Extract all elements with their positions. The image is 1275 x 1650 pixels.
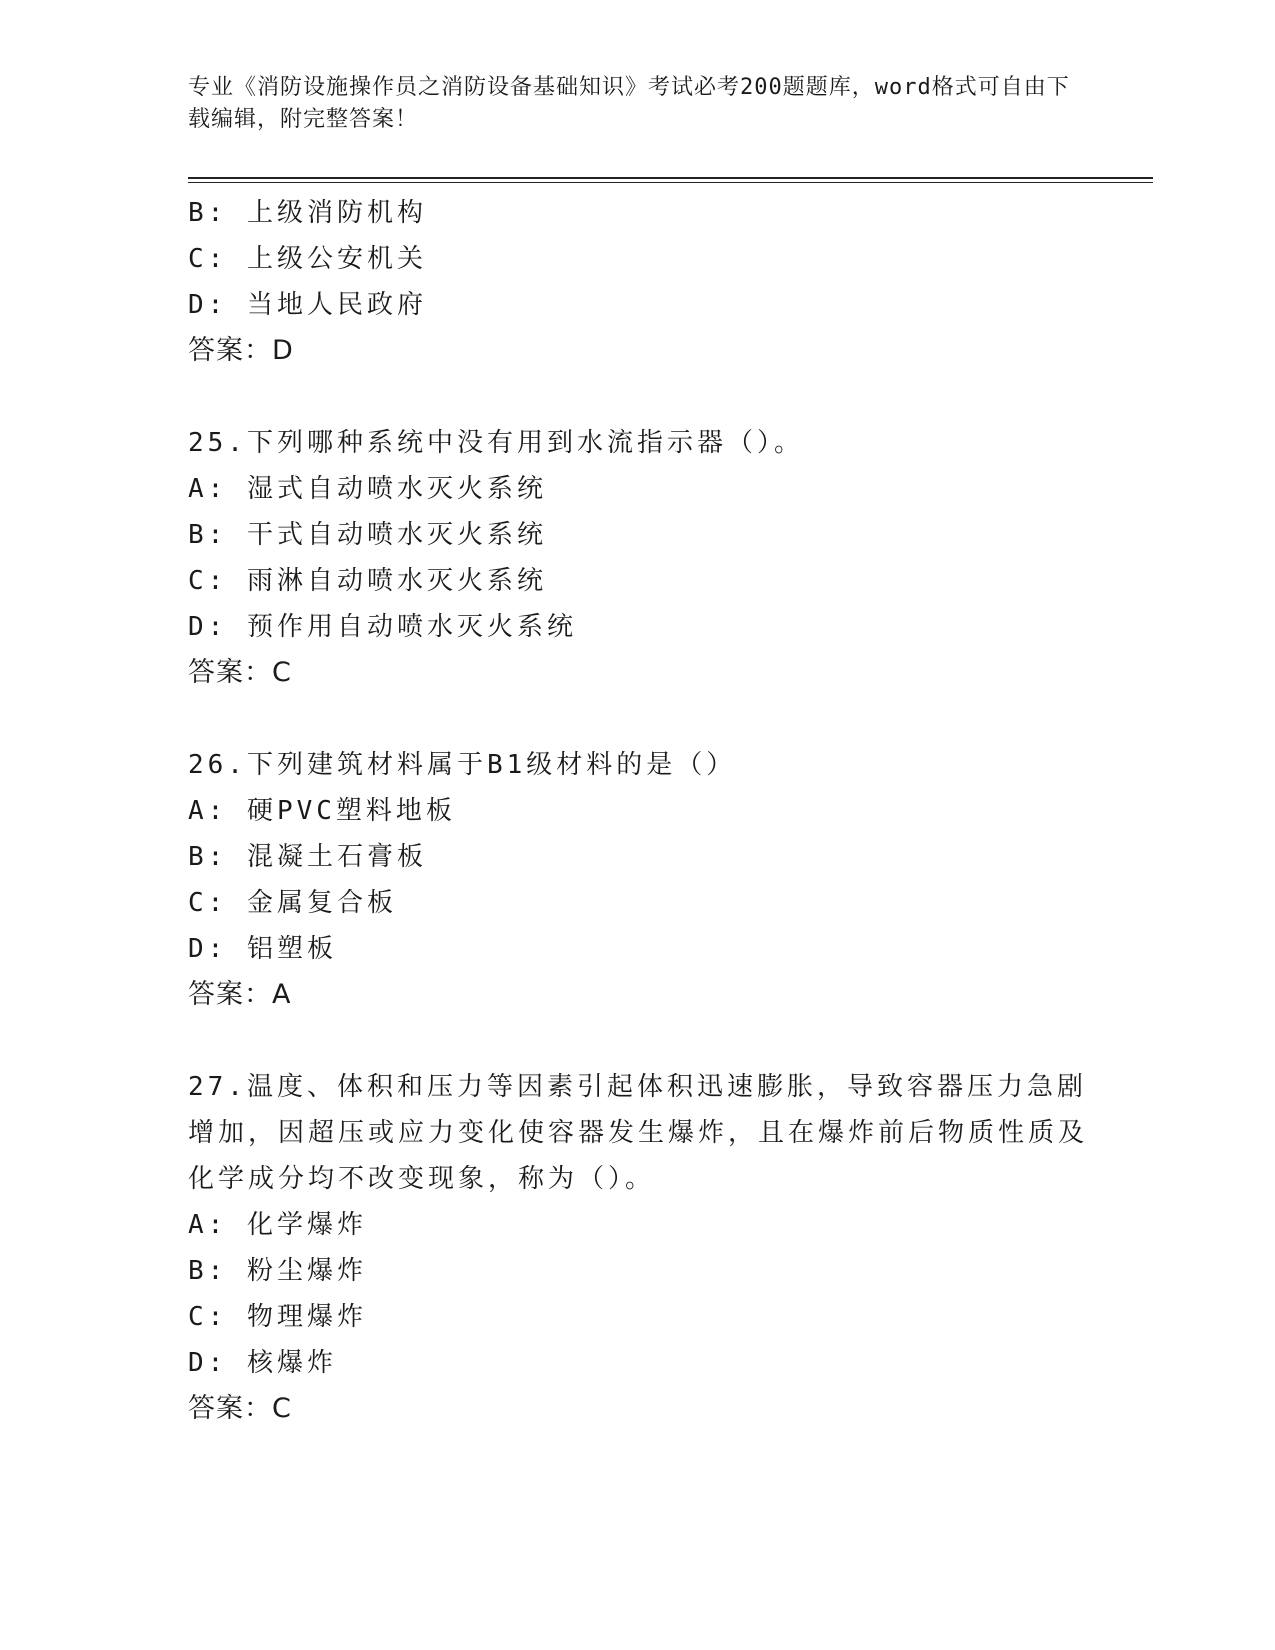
question-27 bbox=[188, 1064, 1088, 1432]
option-b: B: 粉尘爆炸 bbox=[188, 1256, 367, 1286]
option-d: D: 铝塑板 bbox=[188, 934, 337, 964]
option-b: B: 干式自动喷水灭火系统 bbox=[188, 520, 547, 550]
option-c: C: 上级公安机关 bbox=[188, 244, 427, 274]
question-24-continued bbox=[188, 190, 1088, 374]
question-stem: 26.下列建筑材料属于B1级材料的是（） bbox=[188, 750, 737, 780]
option-a: A: 湿式自动喷水灭火系统 bbox=[188, 474, 547, 504]
answer-line: 答案：D bbox=[188, 335, 294, 366]
document-header: 专业《消防设施操作员之消防设备基础知识》考试必考200题题库，word格式可自由下载编辑，附完整答案！ bbox=[188, 75, 1070, 132]
option-a: A: 化学爆炸 bbox=[188, 1210, 367, 1240]
spacer bbox=[188, 1018, 1088, 1064]
question-25 bbox=[188, 420, 1088, 696]
header-divider-thin bbox=[188, 182, 1153, 183]
option-c: C: 金属复合板 bbox=[188, 888, 397, 918]
spacer bbox=[188, 696, 1088, 742]
option-b: B: 混凝土石膏板 bbox=[188, 842, 427, 872]
option-d: D: 当地人民政府 bbox=[188, 290, 427, 320]
option-a: A: 硬PVC塑料地板 bbox=[188, 796, 456, 826]
question-stem: 27.温度、体积和压力等因素引起体积迅速膨胀，导致容器压力急剧增加，因超压或应力变化使容器发生爆炸，且在爆炸前后物质性质及化学成分均不改变现象，称为（）。 bbox=[188, 1072, 1089, 1194]
answer-line: 答案：C bbox=[188, 1393, 292, 1424]
document-body bbox=[188, 190, 1088, 1432]
question-26 bbox=[188, 742, 1088, 1018]
spacer bbox=[188, 374, 1088, 420]
option-d: D: 预作用自动喷水灭火系统 bbox=[188, 612, 577, 642]
answer-line: 答案：A bbox=[188, 979, 292, 1010]
option-c: C: 物理爆炸 bbox=[188, 1302, 367, 1332]
option-b: B: 上级消防机构 bbox=[188, 198, 427, 228]
answer-line: 答案：C bbox=[188, 657, 292, 688]
option-c: C: 雨淋自动喷水灭火系统 bbox=[188, 566, 547, 596]
question-stem: 25.下列哪种系统中没有用到水流指示器（）。 bbox=[188, 428, 804, 458]
header-divider-thick bbox=[188, 177, 1153, 179]
option-d: D: 核爆炸 bbox=[188, 1348, 337, 1378]
